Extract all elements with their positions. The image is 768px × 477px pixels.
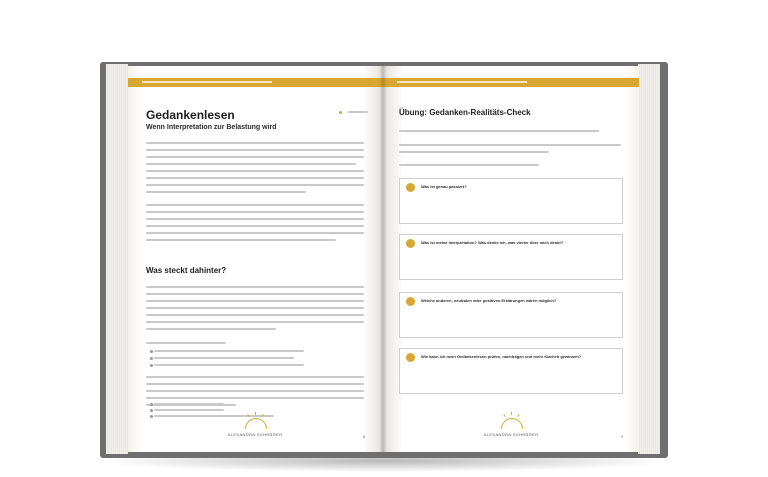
text-placeholder [146,307,364,309]
text-placeholder [146,211,364,213]
text-placeholder [146,342,226,344]
text-placeholder [154,409,224,411]
text-placeholder [146,314,364,316]
text-placeholder [146,286,364,288]
task-number-badge [406,183,415,192]
task-number-badge [406,239,415,248]
section-heading: Was steckt dahinter? [146,266,227,275]
text-placeholder [146,293,364,295]
exercise-title: Übung: Gedanken-Realitäts-Check [399,108,531,117]
sun-ray-icon [503,414,506,417]
footer-logo-text: ALEXANDRA SCHRÄDER [227,432,283,437]
sun-logo-icon [245,418,267,429]
text-placeholder [399,164,539,166]
bullet-icon [150,409,153,412]
text-placeholder [146,191,306,193]
text-placeholder [146,218,364,220]
text-placeholder [154,350,304,352]
text-placeholder [146,239,336,241]
task-number-badge [406,353,415,362]
sun-ray-icon [517,414,520,417]
left-page [128,66,383,452]
running-header-text-placeholder [142,81,272,83]
text-placeholder [146,397,364,399]
running-header-text-placeholder [397,81,527,83]
text-placeholder [399,130,599,132]
text-placeholder [146,328,276,330]
page-stack-right [638,64,660,454]
text-placeholder [146,376,364,378]
text-placeholder [146,184,364,186]
text-placeholder [146,390,364,392]
right-page [383,66,639,452]
task-question: Was ist genau passiert? [421,184,467,189]
sun-logo-icon [501,418,523,429]
bullet-icon [150,357,153,360]
book-gutter [379,66,387,452]
running-header-bar [383,78,639,87]
page-title: Gedankenlesen [146,108,235,122]
bullet-icon [150,415,153,418]
text-placeholder [146,225,364,227]
sun-ray-icon [255,412,256,415]
text-placeholder [146,142,364,144]
text-placeholder [399,151,549,153]
task-number-badge [406,297,415,306]
task-question: Wie kann ich mein Gedankenlesen prüfen, nachfragen und mehr Klarheit gewinnen? [421,354,582,359]
task-question: Was ist meine Interpretation? Was denke ich, was vierter über mich denkt? [421,240,564,245]
text-placeholder [146,321,364,323]
text-placeholder [146,149,364,151]
page-number: 9 [621,434,624,439]
text-placeholder [154,415,274,417]
text-placeholder [146,204,364,206]
text-placeholder [399,144,621,146]
exercise-task-box[interactable] [399,348,623,394]
text-placeholder [146,300,364,302]
bullet-icon [150,350,153,353]
text-placeholder [154,364,304,366]
text-placeholder [146,163,356,165]
sun-ray-icon [511,412,512,415]
bullet-icon [150,403,153,406]
page-stack-left [106,64,128,454]
text-placeholder [146,383,364,385]
exercise-task-box[interactable] [399,292,623,338]
task-question: Welche anderen, neutralen oder positiven Erklärungen wären möglich? [421,298,557,303]
page-number: 8 [363,434,366,439]
text-placeholder [146,177,364,179]
page-subtitle: Wenn Interpretation zur Belastung wird [146,124,277,131]
bullet-icon [150,364,153,367]
exercise-task-box[interactable] [399,178,623,224]
text-placeholder [146,156,364,158]
footer-logo-text: ALEXANDRA SCHRÄDER [483,432,539,437]
text-placeholder [154,403,224,405]
clock-icon [339,111,342,114]
text-placeholder [146,232,364,234]
text-placeholder [348,111,368,113]
running-header-bar [128,78,383,87]
text-placeholder [154,357,294,359]
text-placeholder [146,170,364,172]
exercise-task-box[interactable] [399,234,623,280]
